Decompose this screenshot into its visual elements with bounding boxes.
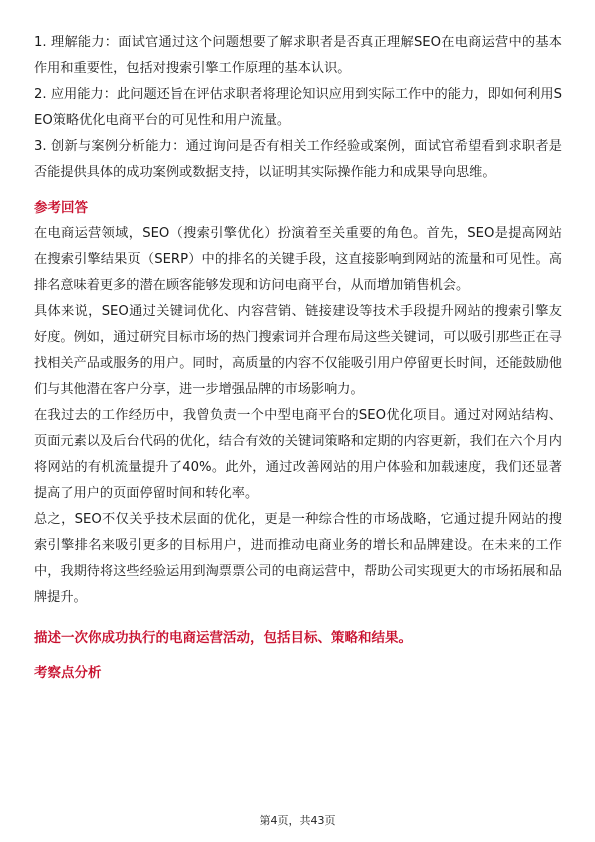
answer-paragraph: 在我过去的工作经历中，我曾负责一个中型电商平台的SEO优化项目。通过对网站结构、页面元素以及后台代码的优化，结合有效的关键词策略和定期的内容更新，我们在六个月内将网站的有机流量提升了40%。此外，通过改善网站的用户体验和加载速度，我们还显著提高了用户的页面停留时间和转化率。: [34, 408, 562, 501]
page-number-footer: 第4页，共43页: [259, 814, 336, 827]
answer-paragraph: 具体来说，SEO通过关键词优化、内容营销、链接建设等技术手段提升网站的搜索引擎友好度。例如，通过研究目标市场的热门搜索词并合理布局这些关键词，可以吸引那些正在寻找相关产品或服务的用户。同时，高质量的内容不仅能吸引用户停留更长时间，还能鼓励他们与其他潜在客户分享，进一步增强品牌的市场影响力。: [34, 304, 562, 397]
analysis-heading: 考察点分析: [34, 665, 102, 681]
analysis-point-understanding: 1. 理解能力：面试官通过这个问题想要了解求职者是否真正理解SEO在电商运营中的基本作用和重要性，包括对搜索引擎工作原理的基本认识。: [34, 35, 562, 76]
reference-answer-heading: 参考回答: [34, 200, 88, 216]
answer-paragraph: 在电商运营领域，SEO（搜索引擎优化）扮演着至关重要的角色。首先，SEO是提高网站在搜索引擎结果页（SERP）中的排名的关键手段，这直接影响到网站的流量和可见性。高排名意味着更多的潜在顾客能够发现和访问电商平台，从而增加销售机会。: [34, 226, 562, 293]
analysis-point-innovation: 3. 创新与案例分析能力：通过询问是否有相关工作经验或案例，面试官希望看到求职者是否能提供具体的成功案例或数据支持，以证明其实际操作能力和成果导向思维。: [34, 139, 562, 180]
analysis-point-application: 2. 应用能力：此问题还旨在评估求职者将理论知识应用到实际工作中的能力，即如何利用SEO策略优化电商平台的可见性和用户流量。: [34, 87, 562, 128]
answer-paragraph: 总之，SEO不仅关乎技术层面的优化，更是一种综合性的市场战略，它通过提升网站的搜索引擎排名来吸引更多的目标用户，进而推动电商业务的增长和品牌建设。在未来的工作中，我期待将这些经验运用到淘票票公司的电商运营中，帮助公司实现更大的市场拓展和品牌提升。: [34, 512, 562, 605]
page-content: [34, 30, 562, 686]
next-question-heading: 描述一次你成功执行的电商运营活动，包括目标、策略和结果。: [34, 630, 412, 646]
